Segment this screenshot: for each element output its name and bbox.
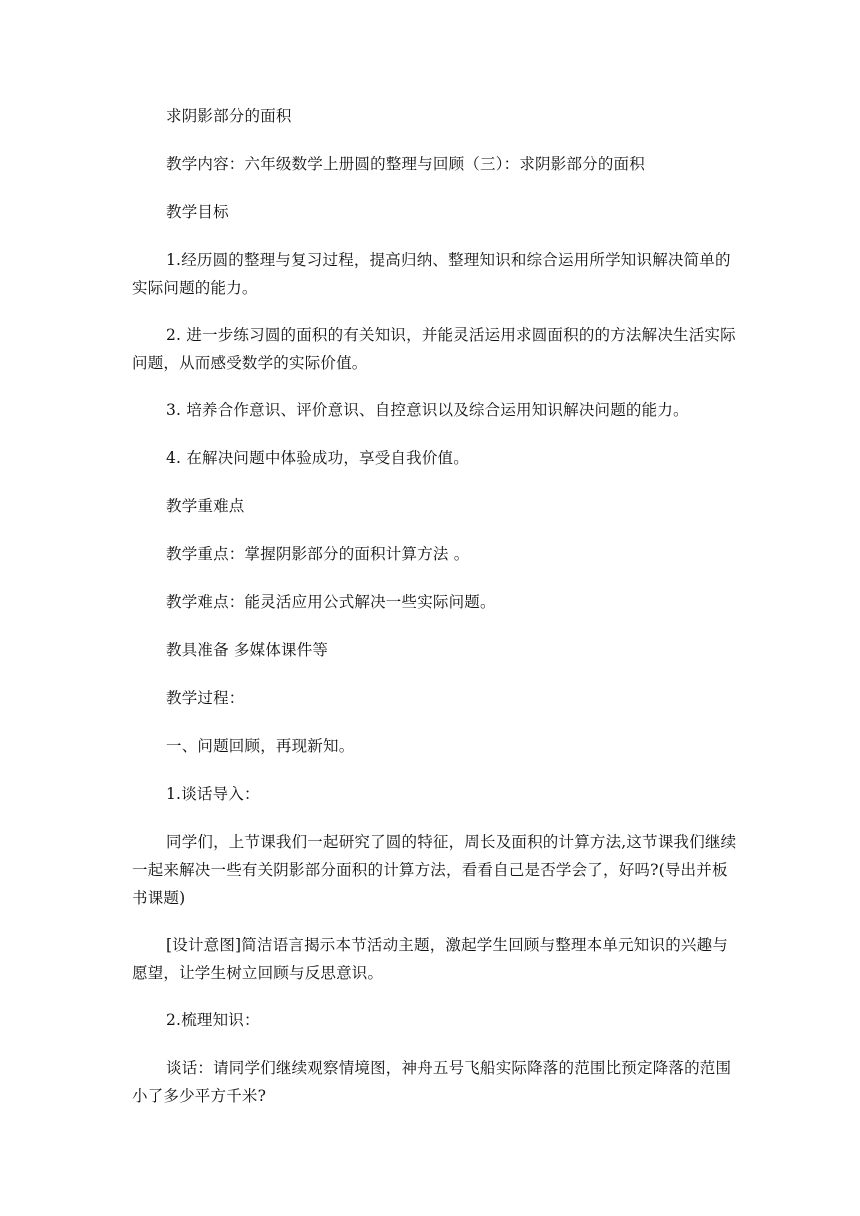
key-point: 教学重点：掌握阴影部分的面积计算方法 。 [166, 545, 470, 563]
difficult-point: 教学难点：能灵活应用公式解决一些实际问题。 [166, 593, 496, 611]
objective-item: 4. 在解决问题中体验成功，享受自我价值。 [166, 449, 469, 467]
section-one-heading: 一、问题回顾，再现新知。 [166, 737, 355, 755]
step-two-paragraph: 谈话：请同学们继续观察情境图，神舟五号飞船实际降落的范围比预定降落的范围小了多少平方千米? [132, 1059, 732, 1105]
objective-item: 2. 进一步练习圆的面积的有关知识，并能灵活运用求圆面积的的方法解决生活实际问题，从而感受数学的实际价值。 [132, 326, 736, 372]
document-content [132, 102, 742, 1130]
teaching-content: 教学内容：六年级数学上册圆的整理与回顾（三）：求阴影部分的面积 [166, 155, 645, 173]
process-heading: 教学过程： [166, 689, 245, 707]
objective-item: 1.经历圆的整理与复习过程，提高归纳、整理知识和综合运用所学知识解决简单的实际问题的能力。 [132, 251, 731, 297]
objectives-heading: 教学目标 [166, 203, 229, 221]
design-intent-paragraph: [设计意图]简洁语言揭示本节活动主题，激起学生回顾与整理本单元知识的兴趣与愿望，让学生树立回顾与反思意识。 [132, 936, 728, 982]
objective-item: 3. 培养合作意识、评价意识、自控意识以及综合运用知识解决问题的能力。 [166, 401, 689, 419]
step-one-paragraph: 同学们，上节课我们一起研究了圆的特征，周长及面积的计算方法,这节课我们继续一起来解决一些有关阴影部分面积的计算方法，看看自己是否学会了，好吗?(导出并板书课题) [132, 833, 737, 907]
step-one-heading: 1.谈话导入： [166, 785, 260, 803]
materials-line: 教具准备 多媒体课件等 [166, 641, 329, 659]
document-title: 求阴影部分的面积 [166, 107, 292, 125]
step-two-heading: 2.梳理知识： [166, 1011, 260, 1029]
key-points-heading: 教学重难点 [166, 497, 245, 515]
